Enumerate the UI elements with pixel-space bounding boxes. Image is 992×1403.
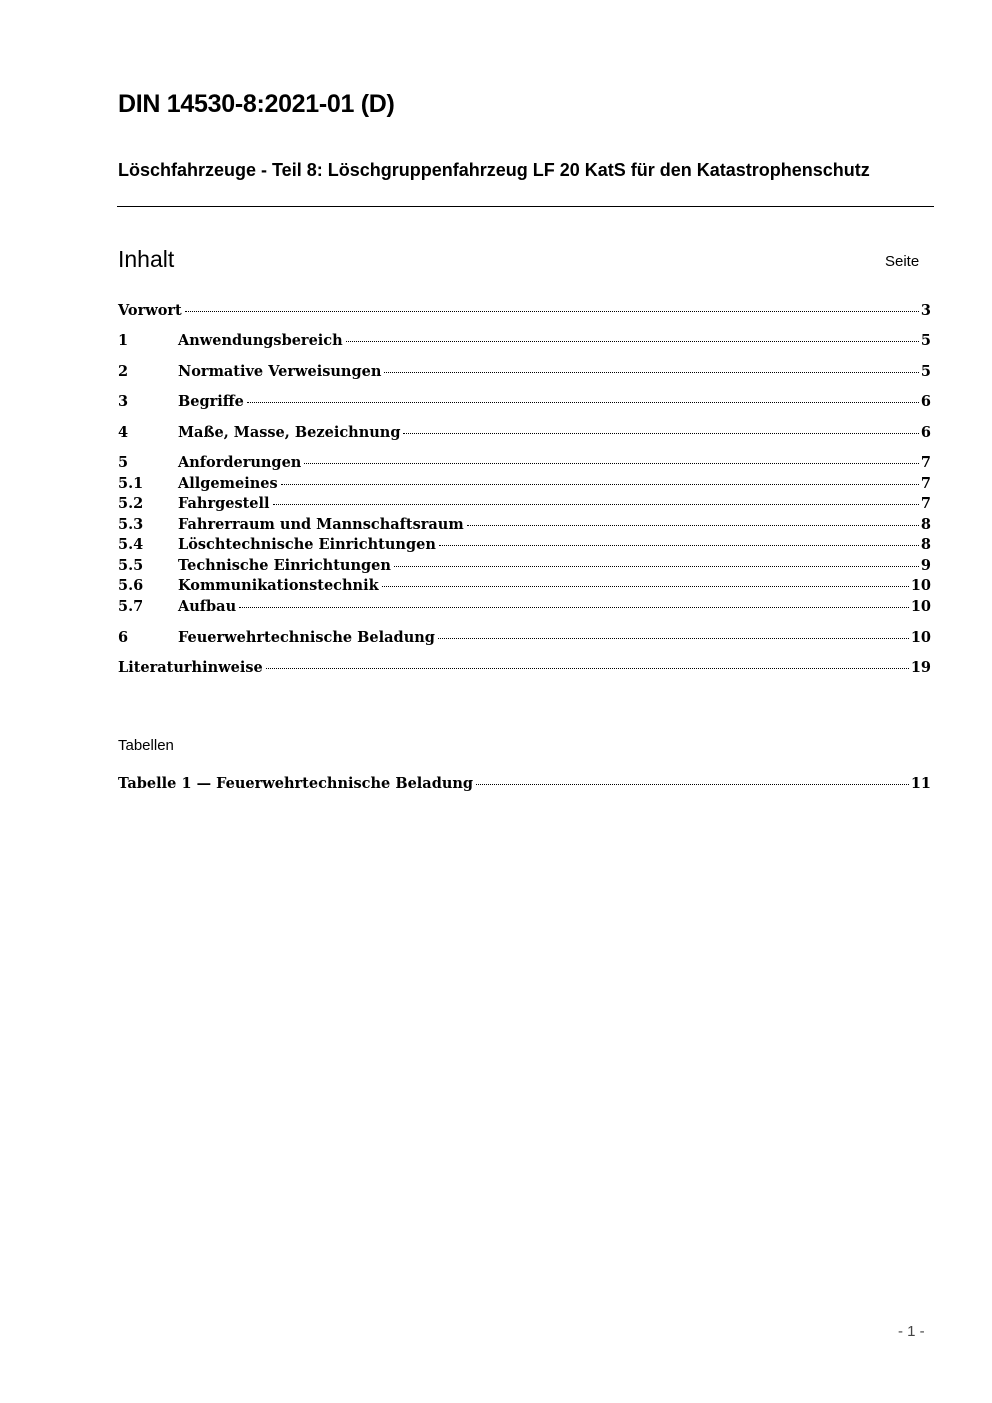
toc-entry-title: Literaturhinweise [118, 659, 263, 676]
toc-dot-leader [346, 341, 919, 342]
toc-entry-number: 2 [118, 363, 129, 380]
toc-entry-page: 8 [920, 516, 931, 533]
toc-entry-page: 5 [920, 332, 931, 349]
toc-entry-number: 1 [118, 332, 129, 349]
toc-entry-number: 5.2 [118, 495, 144, 512]
toc-entry-page: 10 [910, 629, 931, 646]
toc-dot-leader [439, 545, 919, 546]
toc-entry-number: 3 [118, 393, 129, 410]
document-subtitle: Löschfahrzeuge - Teil 8: Löschgruppenfahrzeug LF 20 KatS für den Katastrophenschutz [118, 160, 870, 180]
toc-entry-5-7[interactable] [118, 598, 931, 618]
toc-entry-5-3[interactable] [118, 516, 931, 536]
toc-entry-4[interactable] [118, 424, 931, 444]
toc-entry-5-5[interactable] [118, 557, 931, 577]
toc-entry-number: 4 [118, 424, 129, 441]
toc-entry-page: 19 [910, 659, 931, 676]
toc-entry-number: 5.6 [118, 577, 144, 594]
toc-entry-title: Anforderungen [178, 454, 302, 471]
toc-dot-leader [476, 784, 909, 785]
toc-entry-title: Fahrgestell [178, 495, 270, 512]
toc-entry-title: Begriffe [178, 393, 244, 410]
toc-dot-leader [467, 525, 919, 526]
title-divider [117, 206, 934, 207]
toc-dot-leader [281, 484, 919, 485]
toc-entry-page: 8 [920, 536, 931, 553]
table-entry-title: Tabelle 1 — Feuerwehrtechnische Beladung [118, 775, 474, 792]
toc-entry-1[interactable] [118, 332, 931, 352]
toc-dot-leader [438, 638, 909, 639]
toc-entry-page: 10 [910, 577, 931, 594]
toc-entry-title: Aufbau [178, 598, 237, 615]
toc-entry-title: Maße, Masse, Bezeichnung [178, 424, 401, 441]
toc-dot-leader [247, 402, 919, 403]
toc-entry-page: 9 [920, 557, 931, 574]
toc-entry-5-2[interactable] [118, 495, 931, 515]
toc-entry-number: 5.3 [118, 516, 144, 533]
toc-entry-3[interactable] [118, 393, 931, 413]
toc-dot-leader [239, 607, 909, 608]
toc-entry-literaturhinweise[interactable] [118, 659, 931, 679]
toc-entry-title: Anwendungsbereich [178, 332, 343, 349]
toc-entry-title: Fahrerraum und Mannschaftsraum [178, 516, 464, 533]
toc-entry-page: 10 [910, 598, 931, 615]
toc-entry-title: Normative Verweisungen [178, 363, 382, 380]
toc-dot-leader [273, 504, 919, 505]
toc-entry-vorwort[interactable] [118, 302, 931, 322]
toc-entry-title: Technische Einrichtungen [178, 557, 391, 574]
toc-entry-number: 5.1 [118, 475, 144, 492]
page-number: - 1 - [898, 1323, 925, 1340]
toc-dot-leader [403, 433, 918, 434]
toc-dot-leader [382, 586, 909, 587]
toc-entry-5-4[interactable] [118, 536, 931, 556]
toc-dot-leader [304, 463, 919, 464]
toc-entry-number: 6 [118, 629, 129, 646]
toc-entry-title: Löschtechnische Einrichtungen [178, 536, 436, 553]
toc-entry-number: 5.5 [118, 557, 144, 574]
toc-entry-page: 7 [920, 475, 931, 492]
table-entry-page: 11 [910, 775, 931, 792]
document-title: DIN 14530-8:2021-01 (D) [118, 90, 395, 118]
toc-page-column-heading: Seite [885, 253, 920, 270]
toc-dot-leader [266, 668, 909, 669]
toc-entry-number: 5.4 [118, 536, 144, 553]
toc-dot-leader [394, 566, 919, 567]
toc-entry-number: 5 [118, 454, 129, 471]
toc-entry-number: 5.7 [118, 598, 144, 615]
toc-entry-title: Allgemeines [178, 475, 278, 492]
toc-dot-leader [185, 311, 919, 312]
toc-entry-page: 6 [920, 424, 931, 441]
toc-entry-page: 7 [920, 495, 931, 512]
toc-entry-title: Feuerwehrtechnische Beladung [178, 629, 435, 646]
tables-heading: Tabellen [118, 737, 174, 754]
toc-dot-leader [384, 372, 919, 373]
table-entry-1[interactable] [118, 775, 931, 795]
toc-entry-5[interactable] [118, 454, 931, 474]
toc-entry-5-6[interactable] [118, 577, 931, 597]
toc-heading: Inhalt [118, 246, 175, 272]
toc-entry-title: Kommunikationstechnik [178, 577, 379, 594]
toc-entry-2[interactable] [118, 363, 931, 383]
toc-entry-title: Vorwort [118, 302, 182, 319]
toc-entry-page: 3 [920, 302, 931, 319]
toc-entry-page: 7 [920, 454, 931, 471]
toc-entry-6[interactable] [118, 629, 931, 649]
toc-entry-page: 5 [920, 363, 931, 380]
toc-entry-5-1[interactable] [118, 475, 931, 495]
toc-entry-page: 6 [920, 393, 931, 410]
